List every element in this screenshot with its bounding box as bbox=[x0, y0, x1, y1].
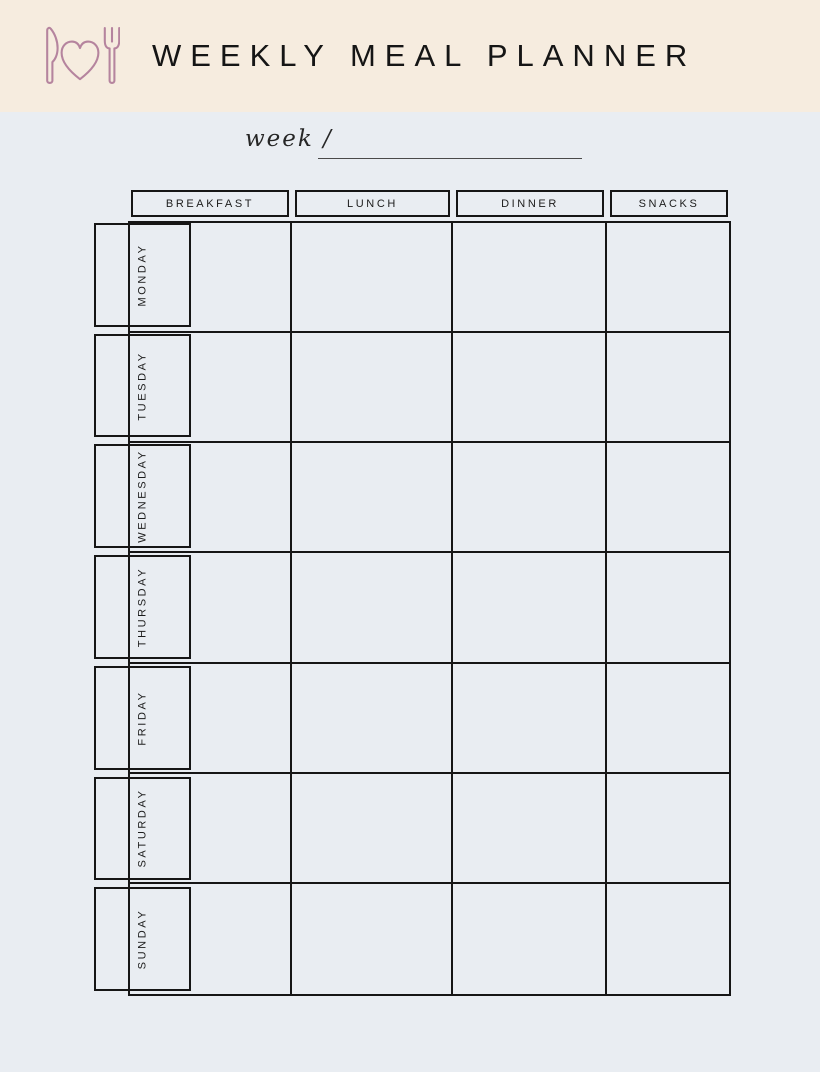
meal-cell-thursday-breakfast[interactable] bbox=[130, 553, 292, 663]
meal-cell-friday-lunch[interactable] bbox=[292, 664, 453, 774]
column-header-dinner: DINNER bbox=[456, 190, 604, 217]
day-label-text: WEDNESDAY bbox=[136, 449, 149, 544]
heart-icon bbox=[62, 42, 99, 80]
day-label-text: MONDAY bbox=[136, 243, 149, 307]
meal-cell-saturday-dinner[interactable] bbox=[453, 774, 607, 884]
meal-cell-wednesday-snacks[interactable] bbox=[607, 443, 729, 553]
meal-cell-monday-breakfast[interactable] bbox=[130, 223, 292, 333]
meal-cell-monday-dinner[interactable] bbox=[453, 223, 607, 333]
meal-cell-wednesday-breakfast[interactable] bbox=[130, 443, 292, 553]
meal-cell-sunday-lunch[interactable] bbox=[292, 884, 453, 994]
meal-cell-sunday-breakfast[interactable] bbox=[130, 884, 292, 994]
meal-grid bbox=[128, 221, 731, 996]
meal-cell-tuesday-snacks[interactable] bbox=[607, 333, 729, 443]
column-header-breakfast: BREAKFAST bbox=[131, 190, 289, 217]
meal-cell-thursday-lunch[interactable] bbox=[292, 553, 453, 663]
meal-cell-saturday-breakfast[interactable] bbox=[130, 774, 292, 884]
knife-icon bbox=[47, 28, 57, 83]
day-label-text: THURSDAY bbox=[136, 566, 149, 648]
meal-cell-thursday-snacks[interactable] bbox=[607, 553, 729, 663]
day-labels bbox=[94, 221, 149, 996]
knife-heart-fork-icon bbox=[40, 23, 120, 89]
day-label-text: SATURDAY bbox=[136, 788, 149, 868]
header-band bbox=[0, 0, 820, 112]
meal-cell-tuesday-breakfast[interactable] bbox=[130, 333, 292, 443]
column-header-lunch: LUNCH bbox=[295, 190, 450, 217]
meal-cell-monday-lunch[interactable] bbox=[292, 223, 453, 333]
day-label-text: TUESDAY bbox=[136, 350, 149, 421]
meal-cell-saturday-snacks[interactable] bbox=[607, 774, 729, 884]
meal-cell-tuesday-dinner[interactable] bbox=[453, 333, 607, 443]
day-label-text: FRIDAY bbox=[136, 690, 149, 746]
page-title: WEEKLY MEAL PLANNER bbox=[152, 38, 697, 73]
meal-cell-thursday-dinner[interactable] bbox=[453, 553, 607, 663]
meal-cell-saturday-lunch[interactable] bbox=[292, 774, 453, 884]
column-header-snacks: SNACKS bbox=[610, 190, 728, 217]
week-label: week / bbox=[245, 126, 333, 152]
week-value-line[interactable] bbox=[318, 158, 582, 159]
meal-cell-sunday-snacks[interactable] bbox=[607, 884, 729, 994]
meal-cell-wednesday-dinner[interactable] bbox=[453, 443, 607, 553]
meal-cell-tuesday-lunch[interactable] bbox=[292, 333, 453, 443]
day-label-text: SUNDAY bbox=[136, 908, 149, 970]
meal-cell-wednesday-lunch[interactable] bbox=[292, 443, 453, 553]
meal-cell-monday-snacks[interactable] bbox=[607, 223, 729, 333]
meal-cell-friday-dinner[interactable] bbox=[453, 664, 607, 774]
meal-cell-sunday-dinner[interactable] bbox=[453, 884, 607, 994]
week-row bbox=[0, 120, 820, 170]
meal-cell-friday-snacks[interactable] bbox=[607, 664, 729, 774]
meal-cell-friday-breakfast[interactable] bbox=[130, 664, 292, 774]
column-headers bbox=[128, 190, 731, 217]
